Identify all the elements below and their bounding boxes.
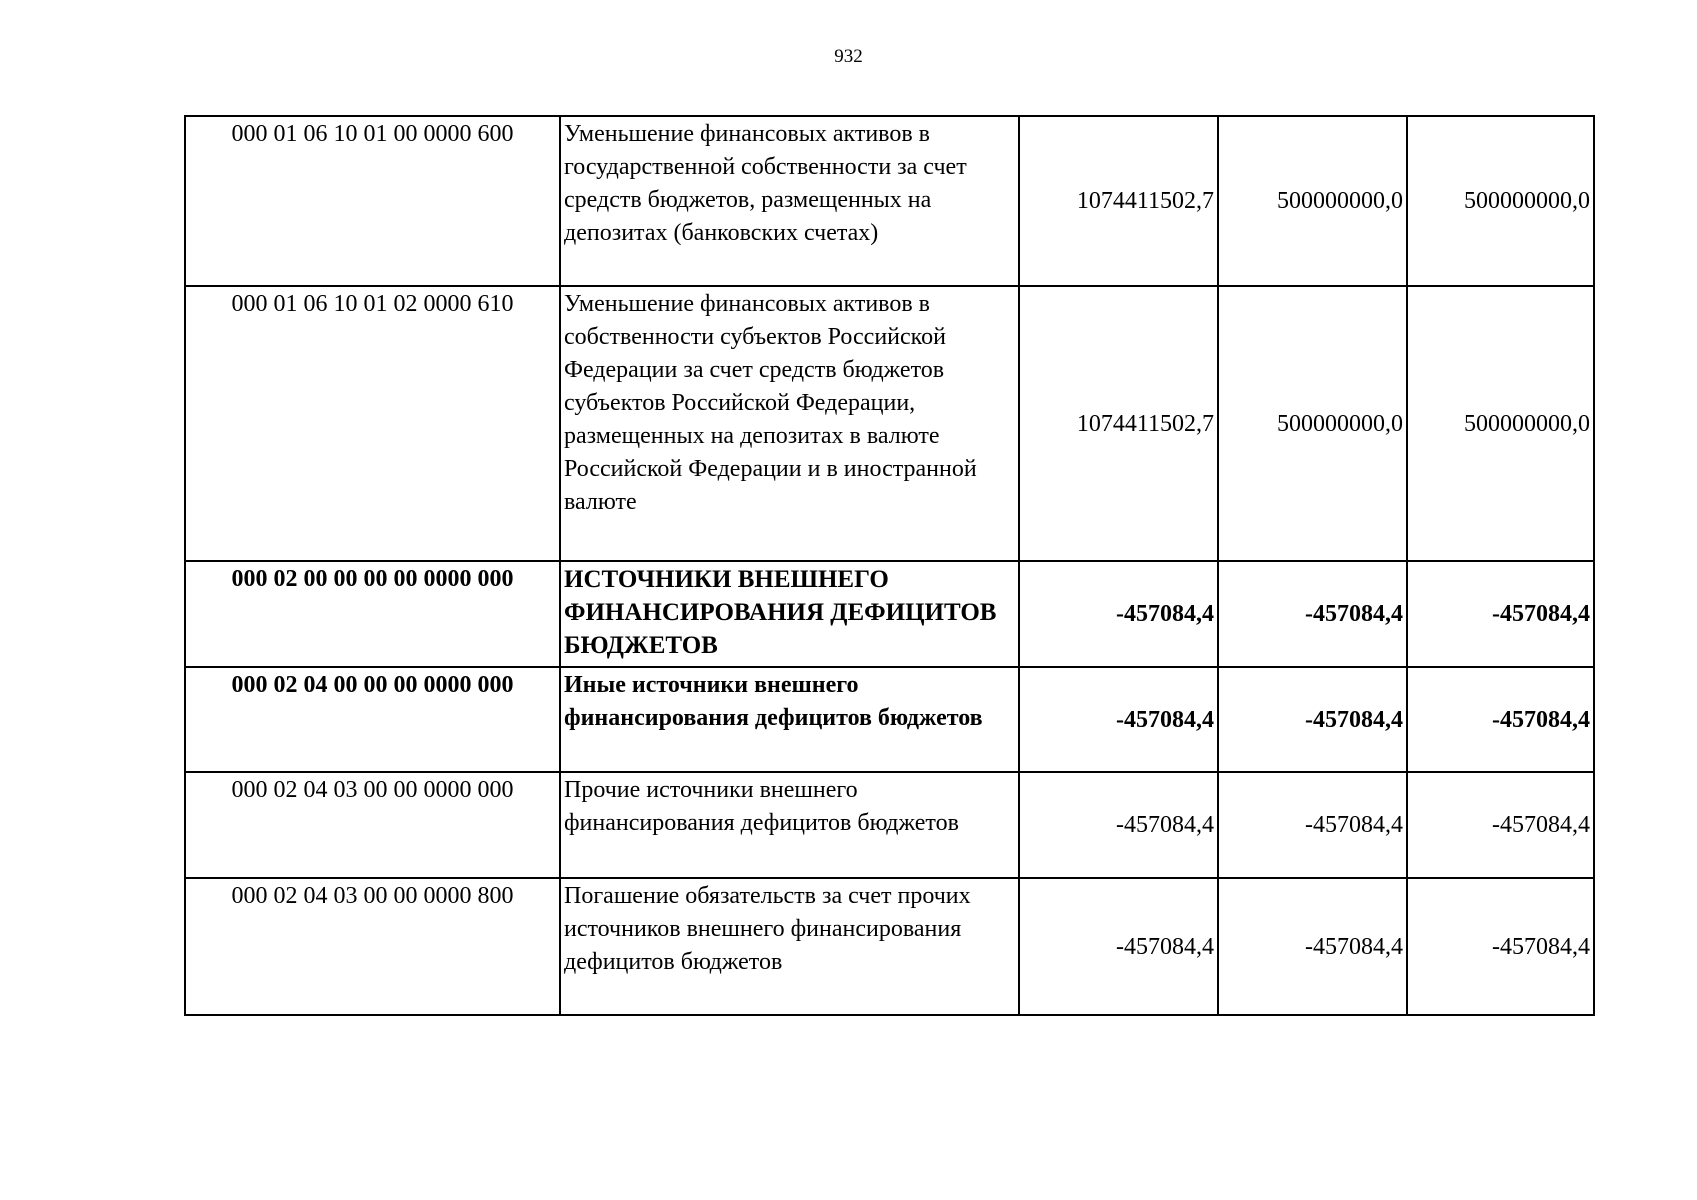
budget-code-cell: 000 01 06 10 01 00 0000 600: [185, 116, 560, 286]
amount-cell-2: -457084,4: [1218, 667, 1407, 772]
amount-cell-2: 500000000,0: [1218, 116, 1407, 286]
table-row: [185, 116, 1594, 286]
amount-cell-1: 1074411502,7: [1019, 286, 1218, 561]
table-row: [185, 878, 1594, 1015]
amount-cell-1: -457084,4: [1019, 772, 1218, 878]
table-row: [185, 772, 1594, 878]
description-cell: Погашение обязательств за счет прочих источников внешнего финансирования дефицитов бюджетов: [560, 878, 1019, 1015]
table-row: [185, 286, 1594, 561]
amount-cell-3: -457084,4: [1407, 667, 1594, 772]
amount-cell-2: -457084,4: [1218, 878, 1407, 1015]
budget-code-cell: 000 02 00 00 00 00 0000 000: [185, 561, 560, 667]
amount-cell-2: -457084,4: [1218, 561, 1407, 667]
description-cell: ИСТОЧНИКИ ВНЕШНЕГО ФИНАНСИРОВАНИЯ ДЕФИЦИТОВ БЮДЖЕТОВ: [560, 561, 1019, 667]
page-number: 932: [834, 46, 863, 67]
amount-cell-3: 500000000,0: [1407, 286, 1594, 561]
budget-code-cell: 000 02 04 03 00 00 0000 800: [185, 878, 560, 1015]
amount-cell-3: -457084,4: [1407, 561, 1594, 667]
amount-cell-2: 500000000,0: [1218, 286, 1407, 561]
table-row: [185, 561, 1594, 667]
amount-cell-2: -457084,4: [1218, 772, 1407, 878]
amount-cell-3: -457084,4: [1407, 772, 1594, 878]
budget-code-cell: 000 02 04 03 00 00 0000 000: [185, 772, 560, 878]
budget-code-cell: 000 02 04 00 00 00 0000 000: [185, 667, 560, 772]
amount-cell-1: -457084,4: [1019, 878, 1218, 1015]
amount-cell-1: 1074411502,7: [1019, 116, 1218, 286]
description-cell: Уменьшение финансовых активов в собственности субъектов Российской Федерации за счет средств бюджетов субъектов Российской Федерации, размещенных на депозитах в валюте Российской Федерации и в иностранной валюте: [560, 286, 1019, 561]
description-cell: Иные источники внешнего финансирования дефицитов бюджетов: [560, 667, 1019, 772]
amount-cell-3: -457084,4: [1407, 878, 1594, 1015]
amount-cell-1: -457084,4: [1019, 667, 1218, 772]
description-cell: Прочие источники внешнего финансирования дефицитов бюджетов: [560, 772, 1019, 878]
budget-sources-table: [184, 115, 1595, 1016]
amount-cell-1: -457084,4: [1019, 561, 1218, 667]
budget-code-cell: 000 01 06 10 01 02 0000 610: [185, 286, 560, 561]
amount-cell-3: 500000000,0: [1407, 116, 1594, 286]
description-cell: Уменьшение финансовых активов в государственной собственности за счет средств бюджетов, размещенных на депозитах (банковских счетах): [560, 116, 1019, 286]
table-row: [185, 667, 1594, 772]
